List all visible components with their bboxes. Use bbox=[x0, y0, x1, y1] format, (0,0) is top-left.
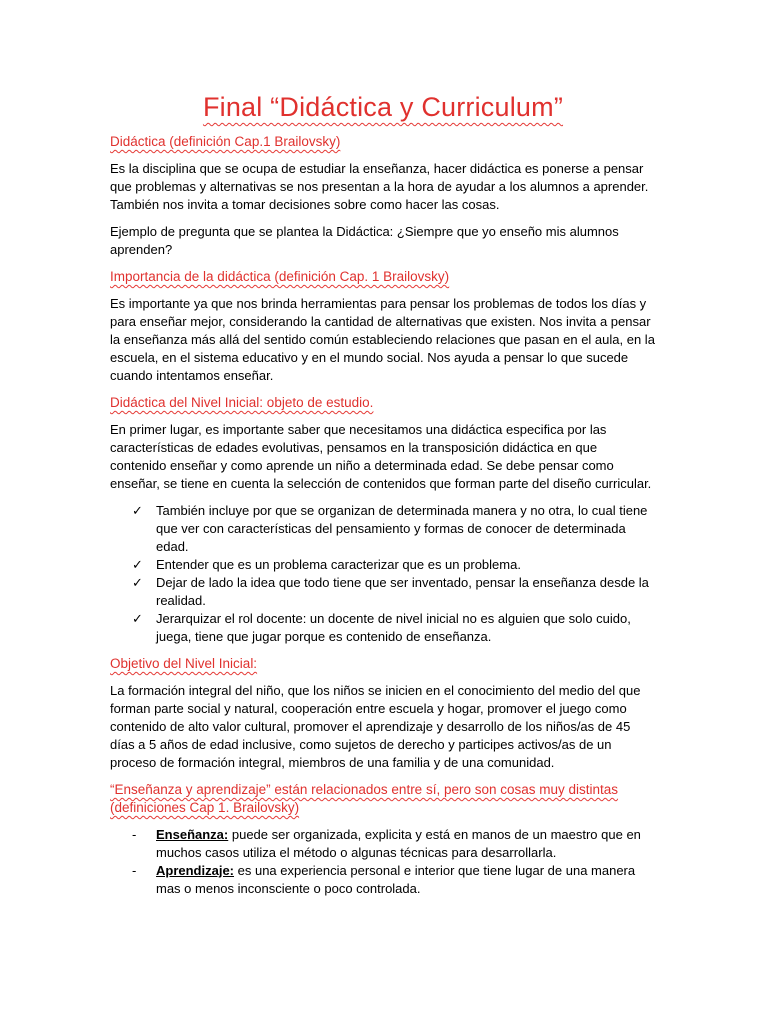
list-item bbox=[110, 574, 656, 610]
section-heading: Objetivo del Nivel Inicial: bbox=[110, 656, 258, 671]
list-item-text: Entender que es un problema caracterizar que es un problema. bbox=[156, 557, 521, 572]
dash-icon: - bbox=[132, 863, 137, 878]
section-heading: Didáctica (definición Cap.1 Brailovsky) bbox=[110, 134, 341, 149]
list-item bbox=[110, 862, 656, 898]
list-item bbox=[110, 502, 656, 556]
paragraph: En primer lugar, es importante saber que necesitamos una didáctica especifica por las características de edades evolutivas, pensamos en la transposición didáctica en que contenido enseñar y como aprende un niño a determinada edad. Se debe pensar como enseñar, se tiene en cuenta la selección de contenidos que forman parte del diseño curricular. bbox=[110, 422, 652, 491]
list-item-text: Dejar de lado la idea que todo tiene que ser inventado, pensar la enseñanza desde la realidad. bbox=[156, 575, 649, 608]
check-icon: ✓ bbox=[132, 611, 143, 626]
list-item bbox=[110, 610, 656, 646]
definition-text: es una experiencia personal e interior que tiene lugar de una manera mas o menos inconsciente o poco controlada. bbox=[156, 863, 636, 896]
definition-list bbox=[110, 826, 656, 898]
list-item bbox=[110, 826, 656, 862]
definition-text: puede ser organizada, explicita y está en manos de un maestro que en muchos casos utiliza el método o algunas técnicas para desarrollarla. bbox=[156, 827, 641, 860]
page-title: Final “Didáctica y Curriculum” bbox=[202, 92, 564, 122]
section-heading: “Enseñanza y aprendizaje” están relacionados entre sí, pero son cosas muy distintas (definiciones Cap 1. Brailovsky) bbox=[110, 782, 619, 815]
definition-term: Aprendizaje: bbox=[156, 863, 235, 878]
paragraph: Ejemplo de pregunta que se plantea la Didáctica: ¿Siempre que yo enseño mis alumnos aprenden? bbox=[110, 224, 619, 257]
section-heading: Importancia de la didáctica (definición Cap. 1 Brailovsky) bbox=[110, 269, 450, 284]
check-icon: ✓ bbox=[132, 575, 143, 590]
checklist bbox=[110, 502, 656, 646]
list-item-text: Jerarquizar el rol docente: un docente de nivel inicial no es alguien que solo cuido, juega, tiene que jugar porque es contenido de enseñanza. bbox=[156, 611, 631, 644]
definition-term: Enseñanza: bbox=[156, 827, 229, 842]
paragraph: Es la disciplina que se ocupa de estudiar la enseñanza, hacer didáctica es ponerse a pensar que problemas y alternativas se nos presentan a la hora de ayudar a los alumnos a aprender. También nos invita a tomar decisiones sobre como hacer las cosas. bbox=[110, 161, 649, 212]
paragraph: Es importante ya que nos brinda herramientas para pensar los problemas de todos los días y para enseñar mejor, considerando la cantidad de alternativas que existen. Nos invita a pensar la enseñanza más allá del sentido común estableciendo relaciones que pasan en el aula, en la escuela, en el sistema educativo y en el mundo social. Nos ayuda a pensar lo que sucede cuando intentamos enseñar. bbox=[110, 296, 655, 383]
check-icon: ✓ bbox=[132, 503, 143, 518]
list-item-text: También incluye por que se organizan de determinada manera y no otra, lo cual tiene que ver con características del pensamiento y formas de conocer de determinada edad. bbox=[156, 503, 648, 554]
paragraph: La formación integral del niño, que los niños se inicien en el conocimiento del medio del que forman parte social y natural, cooperación entre escuela y hogar, promover el juego como contenido de alto valor cultural, promover el aprendizaje y desarrollo de los niños/as de 45 días a 5 años de edad inclusive, como sujetos de derecho y participes activos/as de un proceso de formación integral, miembros de una familia y de una comunidad. bbox=[110, 683, 641, 770]
section-heading: Didáctica del Nivel Inicial: objeto de estudio. bbox=[110, 395, 374, 410]
list-item bbox=[110, 556, 656, 574]
dash-icon: - bbox=[132, 827, 137, 842]
check-icon: ✓ bbox=[132, 557, 143, 572]
